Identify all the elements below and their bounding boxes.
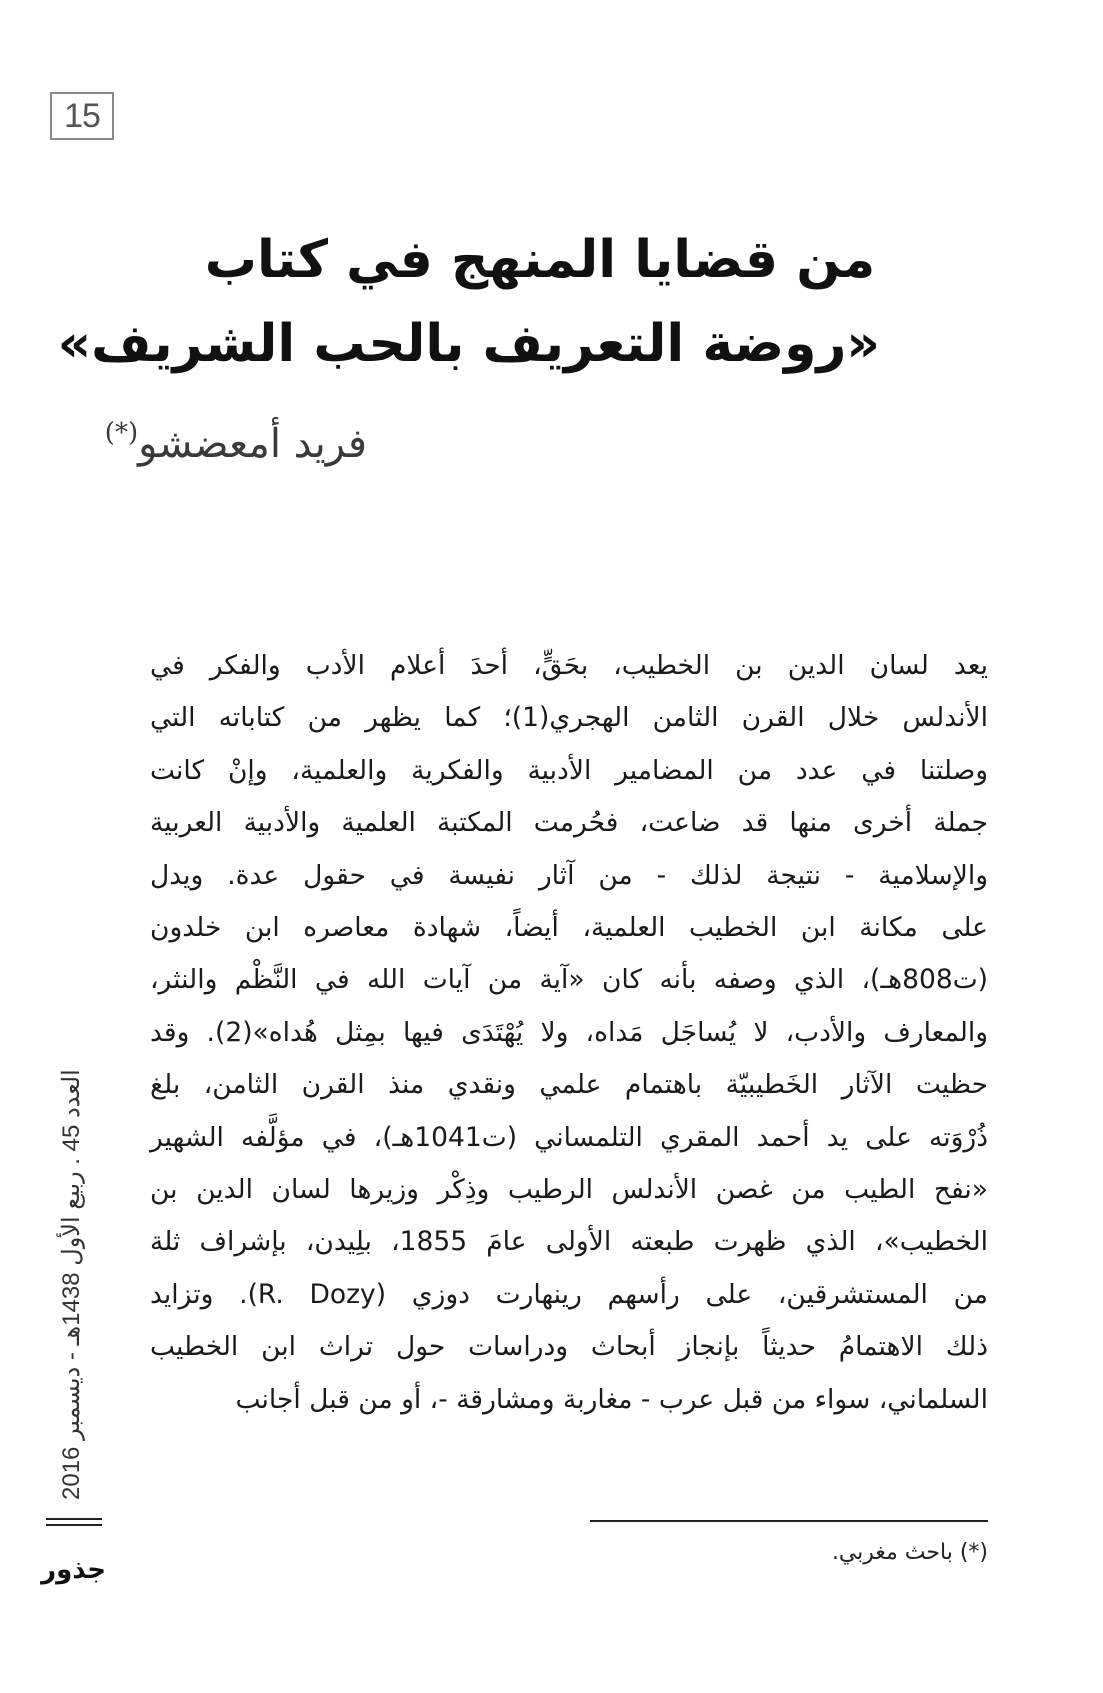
- sidebar-divider: [46, 1518, 102, 1520]
- body-line: حظيت الآثار الخَطيبيّة باهتمام علمي ونقدي منذ القرن الثامن، بلغ: [150, 1069, 988, 1101]
- author-name-text: فريد أمعضشو: [138, 421, 367, 467]
- issue-info: العدد 45 . ربيع الأول 1438هـ - ديسمبر 2016: [58, 1069, 85, 1501]
- body-line: الخطيب»، الذي ظهرت طبعته الأولى عامَ 1855، بلِيدن، بإشراف ثلة: [150, 1226, 989, 1258]
- author-name: [105, 418, 367, 467]
- body-line: (ت808هـ)، الذي وصفه بأنه كان «آية من آيات الله في النَّظْم والنثر،: [150, 964, 988, 996]
- body-line: على مكانة ابن الخطيب العلمية، أيضاً، شهادة معاصره ابن خلدون: [150, 912, 988, 944]
- body-line: ذلك الاهتمامُ حديثاً بإنجاز أبحاث ودراسات حول تراث ابن الخطيب: [150, 1331, 988, 1363]
- body-line: «نفح الطيب من غصن الأندلس الرطيب وذِكْر وزيرها لسان الدين بن: [150, 1174, 988, 1206]
- body-line: جملة أخرى منها قد ضاعت، فحُرمت المكتبة العلمية والأدبية العربية: [150, 807, 988, 839]
- title-line-1: من قضايا المنهج في كتاب: [204, 230, 876, 290]
- body-line: السلماني، سواء من قبل عرب - مغاربة ومشارقة -، أو من قبل أجانب: [235, 1383, 988, 1415]
- footnote: (*) باحث مغربي.: [831, 1540, 988, 1565]
- sidebar-divider: [46, 1524, 102, 1526]
- title-line-2: «روضة التعريف بالحب الشريف»: [57, 314, 880, 374]
- body-line: ذُرْوَته على يد أحمد المقري التلمساني (ت1041هـ)، في مؤلَّفه الشهير: [150, 1121, 989, 1153]
- author-footnote-mark: (*): [104, 418, 139, 448]
- body-line: وصلتنا في عدد من المضامير الأدبية والفكرية والعلمية، وإنْ كانت: [150, 754, 988, 786]
- journal-logo: جذور: [41, 1555, 106, 1585]
- body-line: والإسلامية - نتيجة لذلك - من آثار نفيسة في حقول عدة. ويدل: [150, 859, 988, 891]
- body-line: يعد لسان الدين بن الخطيب، بحَقٍّ، أحدَ أعلام الأدب والفكر في: [150, 650, 988, 681]
- body-line: من المستشرقين، على رأسهم رينهارت دوزي (R. Dozy). وتزايد: [150, 1278, 988, 1310]
- article-title: [57, 218, 880, 386]
- body-line: والمعارف والأدب، لا يُساجَل مَداه، ولا يُهْتَدَى فيها بمِثل هُداه»(2). وقد: [150, 1016, 989, 1048]
- body-paragraph: [150, 640, 988, 1426]
- page-number: 15: [50, 92, 114, 140]
- footnote-divider: [590, 1520, 988, 1522]
- body-line: الأندلس خلال القرن الثامن الهجري(1)؛ كما يظهر من كتاباته التي: [150, 702, 988, 734]
